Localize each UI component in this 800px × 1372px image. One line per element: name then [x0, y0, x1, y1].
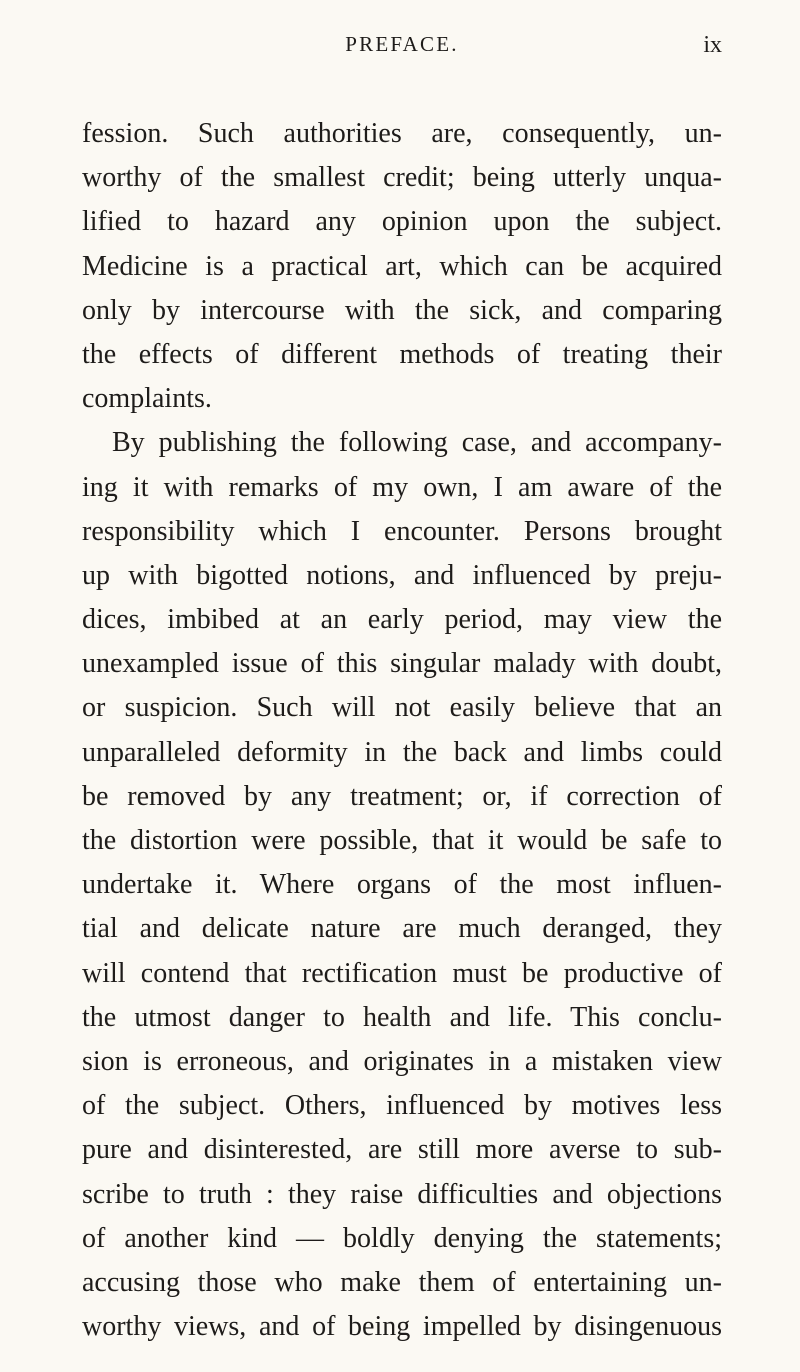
text-line: or suspicion. Such will not easily believe that an [82, 692, 722, 724]
text-line: worthy of the smallest credit; being utterly unqua- [82, 162, 722, 194]
text-line: the effects of different methods of treating their [82, 338, 722, 370]
text-line: the distortion were possible, that it would be safe to [82, 825, 722, 856]
text-line: accusing those who make them of entertaining un- [82, 1266, 722, 1298]
text-line: unparalleled deformity in the back and limbs could [82, 736, 722, 768]
text-line: only by intercourse with the sick, and comparing [82, 294, 722, 326]
running-head [82, 32, 722, 68]
page-number: ix [703, 32, 722, 58]
body-text [82, 112, 722, 1349]
text-line: sion is erroneous, and originates in a mistaken view [82, 1045, 722, 1077]
text-line: tial and delicate nature are much deranged, they [82, 913, 722, 945]
text-line: Medicine is a practical art, which can be acquired [82, 250, 722, 282]
text-line: scribe to truth : they raise difficulties and objections [82, 1178, 722, 1210]
text-line: of the subject. Others, influenced by motives less [82, 1090, 722, 1122]
paragraph-start-line: By publishing the following case, and accompany- [112, 427, 722, 459]
running-title: PREFACE. [345, 32, 459, 56]
text-line: will contend that rectification must be productive of [82, 957, 722, 989]
text-line: ing it with remarks of my own, I am aware of the [82, 471, 722, 503]
text-line: pure and disinterested, are still more averse to sub- [82, 1134, 722, 1166]
text-line: fession. Such authorities are, consequently, un- [82, 118, 722, 149]
text-line: complaints. [82, 383, 212, 415]
text-line: be removed by any treatment; or, if correction of [82, 780, 722, 812]
text-line: up with bigotted notions, and influenced by preju- [82, 559, 722, 591]
text-line: of another kind — boldly denying the statements; [82, 1222, 722, 1254]
text-line: dices, imbibed at an early period, may view the [82, 604, 722, 636]
text-line: unexampled issue of this singular malady with doubt, [82, 648, 722, 680]
text-line: worthy views, and of being impelled by disingenuous [82, 1311, 722, 1343]
text-line: undertake it. Where organs of the most influen- [82, 869, 722, 901]
text-line: responsibility which I encounter. Persons brought [82, 515, 722, 547]
text-line: lified to hazard any opinion upon the subject. [82, 206, 722, 238]
text-line: the utmost danger to health and life. This conclu- [82, 1001, 722, 1033]
